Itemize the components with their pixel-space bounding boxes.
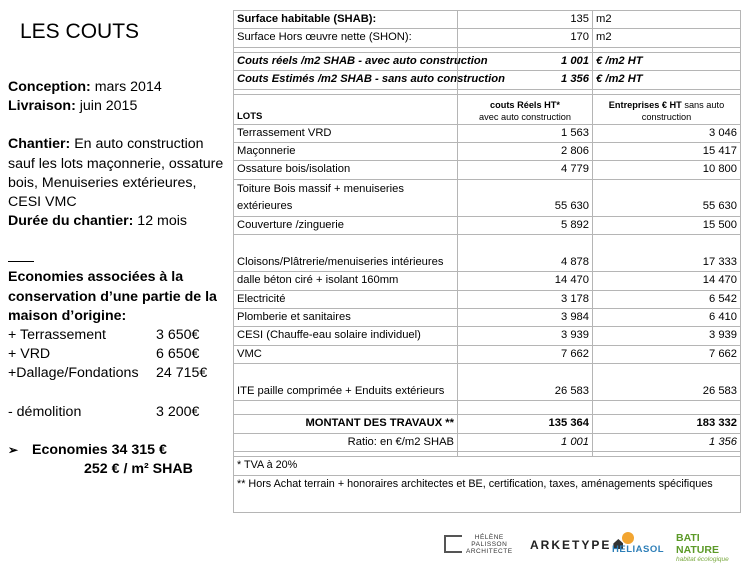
economy-item: + VRD 6 650€: [8, 346, 200, 363]
project-info: [8, 78, 230, 479]
table-row: Maçonnerie 2 806 15 417: [234, 143, 741, 161]
bati-nature-logo: BATI NATURE habitat écologique: [676, 532, 729, 563]
table-row: dalle béton ciré + isolant 160mm 14 470 14 470: [234, 272, 741, 290]
table-row: Plomberie et sanitaires 3 984 6 410: [234, 309, 741, 327]
table-row: Ossature bois/isolation 4 779 10 800: [234, 161, 741, 179]
duree-line: [8, 212, 230, 231]
ratio-summary-row: Couts réels /m2 SHAB - avec auto construction 1 001 € /m2 HT: [234, 52, 741, 70]
summary-row: Surface Hors œuvre nette (SHON): 170 m2: [234, 29, 741, 47]
conception-label: Conception:: [8, 79, 91, 95]
chantier-label: Chantier:: [8, 136, 71, 153]
footnote-row: ** Hors Achat terrain + honoraires architectes et BE, certification, taxes, aménagements spécifiques: [234, 475, 741, 512]
economies-heading: Economies associées à la conservation d’une partie de la maison d’origine:: [8, 269, 217, 324]
arketype-logo: ARKETYPE: [530, 538, 623, 552]
cost-table: [233, 10, 741, 513]
table-row: VMC 7 662 7 662: [234, 345, 741, 363]
divider: [8, 261, 34, 262]
chantier-line: [8, 135, 230, 212]
table-row: ITE paille comprimée + Enduits extérieurs 26 583 26 583: [234, 364, 741, 401]
table-row: Terrassement VRD 1 563 3 046: [234, 124, 741, 142]
duree-value: 12 mois: [133, 213, 187, 230]
economy-item: +Dallage/Fondations 24 715€: [8, 365, 208, 382]
conception-line: [8, 78, 230, 97]
table-row: Toiture Bois massif + menuiseries extérieures 55 630 55 630: [234, 179, 741, 216]
header-reel: couts Réels HT* avec auto construction: [458, 94, 593, 124]
partner-logos: HÉLÈNE PALISSON ARCHITECTE ARKETYPE HELIASOL BATI NATURE habitat écologique: [444, 532, 744, 558]
duree-label: Durée du chantier:: [8, 213, 134, 230]
ratio-summary-row: Couts Estimés /m2 SHAB - sans auto construction 1 356 € /m2 HT: [234, 71, 741, 89]
livraison-value: juin 2015: [75, 98, 138, 115]
header-entreprises: Entreprises € HT sans auto construction: [593, 94, 741, 124]
table-row: Couverture /zinguerie 5 892 15 500: [234, 216, 741, 234]
summary-row: Surface habitable (SHAB): 135 m2: [234, 11, 741, 29]
slide-title: LES COUTS: [20, 20, 140, 43]
table-row: Cloisons/Plâtrerie/menuiseries intérieures 4 878 17 333: [234, 235, 741, 272]
livraison-line: [8, 97, 230, 116]
demolition-item: - démolition 3 200€: [8, 403, 200, 420]
economies-total: ➢ Economies 34 315 €: [8, 441, 230, 460]
footnote-row: * TVA à 20%: [234, 457, 741, 475]
chantier-value: En auto construction sauf les lots maçonnerie, ossature bois, Menuiseries extérieures, CESI VMC: [8, 136, 224, 211]
arrow-bullet-icon: ➢: [8, 442, 19, 457]
sun-icon: [622, 532, 634, 544]
livraison-label: Livraison:: [8, 98, 76, 115]
total-row: MONTANT DES TRAVAUX ** 135 364 183 332: [234, 415, 741, 433]
table-row: CESI (Chauffe-eau solaire individuel) 3 939 3 939: [234, 327, 741, 345]
table-row: Electricité 3 178 6 542: [234, 290, 741, 308]
economy-item: + Terrassement 3 650€: [8, 327, 200, 344]
conception-value: mars 2014: [90, 79, 162, 95]
table-header: [234, 94, 741, 124]
header-lots: LOTS: [234, 94, 458, 124]
economies-per-m2: 252 € / m² SHAB: [84, 461, 193, 478]
ratio-row: Ratio: en €/m2 SHAB 1 001 1 356: [234, 433, 741, 451]
